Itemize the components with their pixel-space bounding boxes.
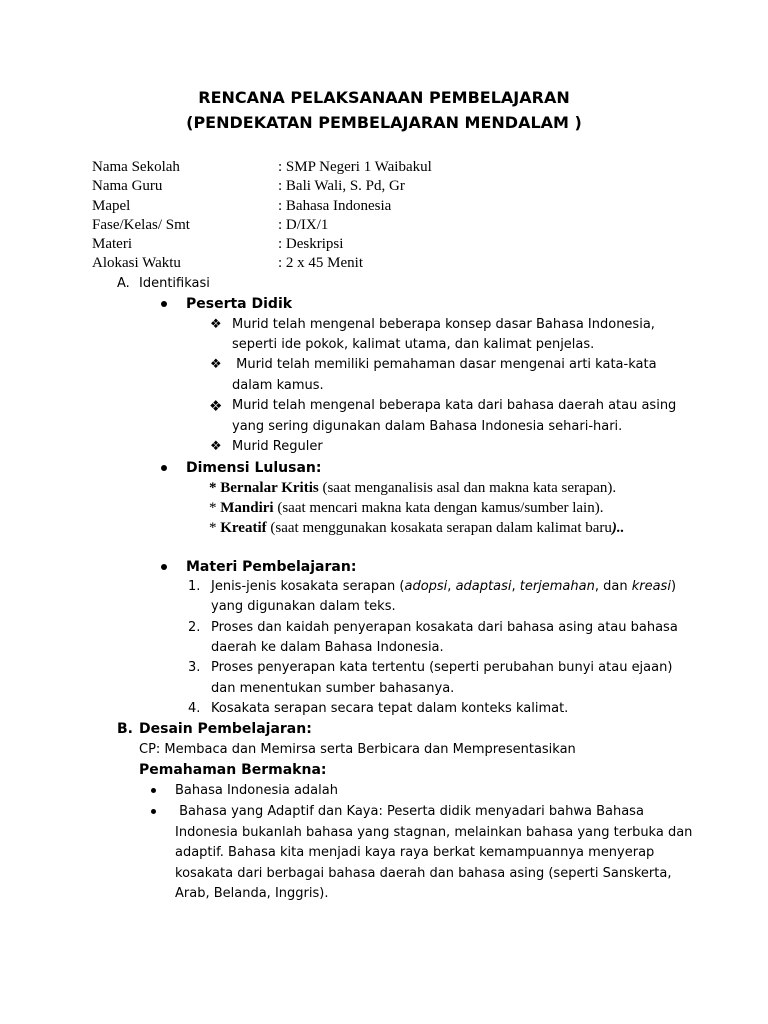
dimensi-item — [209, 478, 616, 498]
peserta-item-line: seperti ide pokok, kalimat utama, dan kalimat penjelas. — [232, 337, 595, 352]
diamond-bullet-icon: ❖ — [209, 397, 223, 415]
bullet-dot-icon — [161, 301, 167, 307]
text-run: adaptasi — [455, 579, 512, 594]
diamond-bullet-icon: ❖ — [210, 317, 222, 332]
identity-value: : Deskripsi — [278, 236, 344, 252]
pemahaman-item-line: Indonesia bukanlah bahasa yang stagnan, melainkan bahasa yang terbuka dan — [175, 825, 693, 840]
materi-item-line: daerah ke dalam Bahasa Indonesia. — [211, 640, 444, 655]
identity-label: Alokasi Waktu — [92, 255, 181, 271]
dimensi-item — [209, 498, 603, 518]
identity-label: Nama Guru — [92, 178, 163, 194]
bullet-dot-icon — [161, 564, 167, 570]
peserta-item-line: Murid telah mengenal beberapa konsep dasar Bahasa Indonesia, — [232, 317, 655, 332]
peserta-didik-heading: Peserta Didik — [186, 296, 293, 312]
list-number: 4. — [188, 701, 201, 716]
materi-item-line: dan menentukan sumber bahasanya. — [211, 681, 455, 696]
dimensi-term: Mandiri — [220, 500, 274, 516]
identity-row-phase — [92, 216, 652, 235]
dimensi-term: Kreatif — [220, 520, 267, 536]
identity-value: : 2 x 45 Menit — [278, 255, 363, 271]
identity-value: : Bali Wali, S. Pd, Gr — [278, 178, 405, 194]
section-b-title: Desain Pembelajaran: — [139, 721, 312, 737]
list-number: 2. — [188, 620, 201, 635]
identity-value: : SMP Negeri 1 Waibakul — [278, 159, 432, 175]
materi-item-line — [211, 577, 676, 598]
identity-row-school — [92, 158, 652, 177]
identity-label: Fase/Kelas/ Smt — [92, 217, 190, 233]
identity-row-teacher — [92, 177, 652, 196]
diamond-bullet-icon: ❖ — [210, 357, 222, 372]
identity-row-duration — [92, 254, 652, 273]
text-run: , dan — [594, 579, 632, 594]
text-run: terjemahan — [519, 579, 595, 594]
text-run: kreasi — [631, 579, 671, 594]
cp-text: CP: Membaca dan Memirsa serta Berbicara dan Mempresentasikan — [139, 742, 576, 757]
dimensi-desc: (saat menggunakan kosakata serapan dalam kalimat baru — [266, 520, 612, 536]
document-title: RENCANA PELAKSANAAN PEMBELAJARAN — [198, 88, 570, 107]
list-number: 1. — [188, 579, 201, 594]
bullet-dot-icon — [151, 809, 156, 814]
list-number: 3. — [188, 660, 201, 675]
materi-item-line: Proses penyerapan kata tertentu (seperti perubahan bunyi atau ejaan) — [211, 660, 673, 675]
document-subtitle: (PENDEKATAN PEMBELAJARAN MENDALAM ) — [186, 113, 582, 132]
diamond-bullet-icon: ❖ — [210, 439, 222, 454]
text-run: adopsi — [404, 579, 448, 594]
materi-item-line: Proses dan kaidah penyerapan kosakata dari bahasa asing atau bahasa — [211, 620, 678, 635]
dimensi-term: Bernalar Kritis — [220, 480, 319, 496]
materi-item-line: Kosakata serapan secara tepat dalam konteks kalimat. — [211, 701, 569, 716]
peserta-item-line: Murid telah memiliki pemahaman dasar mengenai arti kata-kata — [232, 357, 657, 372]
pemahaman-bermakna-heading: Pemahaman Bermakna: — [139, 762, 327, 778]
dimensi-desc: (saat menganalisis asal dan makna kata serapan). — [318, 480, 617, 496]
identity-label: Materi — [92, 236, 132, 252]
bullet-dot-icon — [151, 788, 156, 793]
peserta-item-line: dalam kamus. — [232, 378, 324, 393]
materi-item-line: yang digunakan dalam teks. — [211, 599, 396, 614]
text-run: Jenis-jenis kosakata serapan ( — [211, 579, 405, 594]
dimensi-item — [209, 518, 624, 538]
text-run: ) — [670, 579, 677, 594]
section-a-title: Identifikasi — [139, 276, 210, 291]
dimensi-end: ).. — [611, 520, 625, 536]
identity-value: : D/IX/1 — [278, 217, 329, 233]
dimensi-prefix: * — [209, 500, 221, 516]
dimensi-prefix: * — [209, 520, 221, 536]
identity-value: : Bahasa Indonesia — [278, 198, 392, 214]
dimensi-lulusan-heading: Dimensi Lulusan: — [186, 460, 322, 476]
pemahaman-item-line: adaptif. Bahasa kita menjadi kaya raya berkat kemampuannya menyerap — [175, 845, 655, 860]
identity-row-material — [92, 235, 652, 254]
pemahaman-item-line: kosakata dari berbagai bahasa daerah dan bahasa asing (seperti Sanskerta, — [175, 866, 672, 881]
pemahaman-item-line: Arab, Belanda, Inggris). — [175, 886, 329, 901]
identity-label: Mapel — [92, 198, 131, 214]
section-b-marker: B. — [117, 721, 133, 737]
identity-row-subject — [92, 197, 652, 216]
pemahaman-item: Bahasa Indonesia adalah — [175, 783, 338, 798]
materi-pembelajaran-heading: Materi Pembelajaran: — [186, 559, 357, 575]
section-a-marker: A. — [117, 276, 130, 291]
peserta-item-line: Murid telah mengenal beberapa kata dari bahasa daerah atau asing — [232, 398, 677, 413]
peserta-item-line: yang sering digunakan dalam Bahasa Indonesia sehari-hari. — [232, 419, 623, 434]
identity-label: Nama Sekolah — [92, 159, 180, 175]
peserta-item-line: Murid Reguler — [232, 439, 323, 454]
dimensi-desc: (saat mencari makna kata dengan kamus/sumber lain). — [273, 500, 604, 516]
text-run: , — [511, 579, 520, 594]
bullet-dot-icon — [161, 465, 167, 471]
pemahaman-item-line: Bahasa yang Adaptif dan Kaya: Peserta didik menyadari bahwa Bahasa — [175, 804, 644, 819]
text-run: , — [447, 579, 456, 594]
dimensi-prefix: * — [209, 480, 221, 496]
